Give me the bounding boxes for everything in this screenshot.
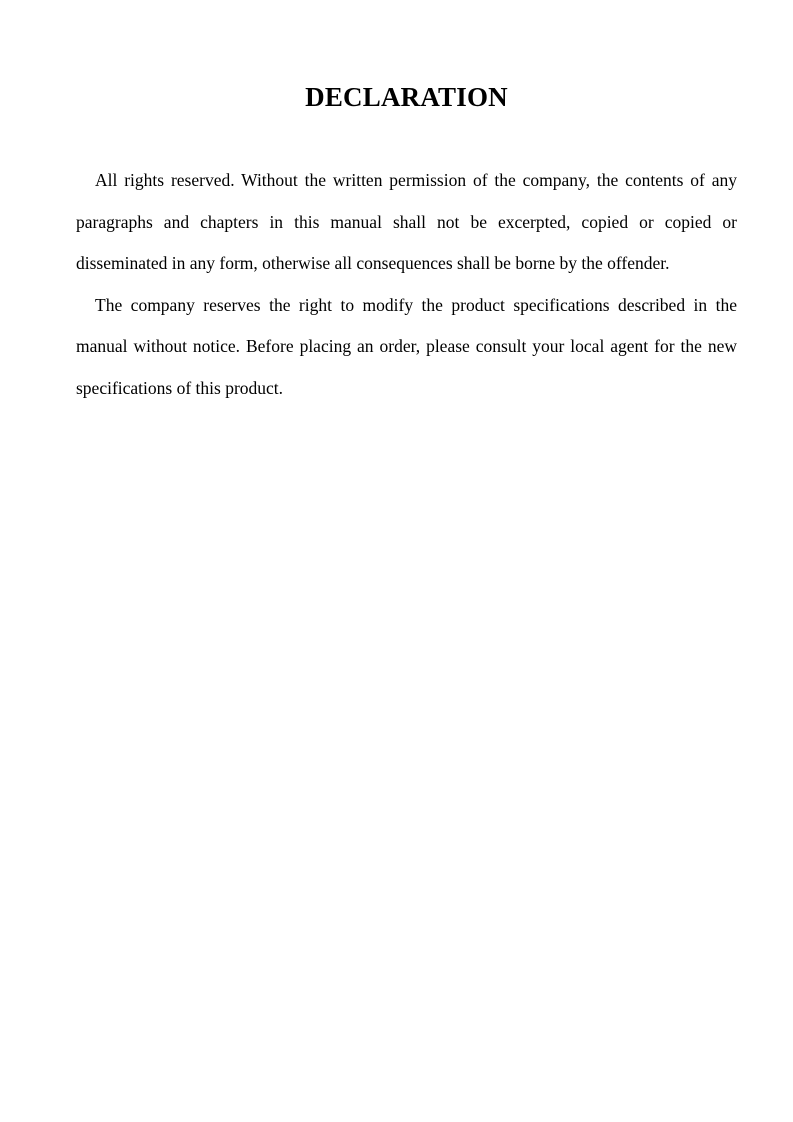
paragraph-rights-reserved: All rights reserved. Without the written permission of the company, the contents of any paragraphs and chapters in this manual shall not be excerpted, copied or copied or disseminated in any form, otherwise all consequences shall be borne by the offender. — [76, 170, 737, 273]
paragraph-specification-changes: The company reserves the right to modify the product specifications described in the manual without notice. Before placing an order, please consult your local agent for the new specifications of this product. — [76, 294, 737, 398]
declaration-body — [76, 160, 737, 409]
page-title: DECLARATION — [305, 82, 508, 112]
